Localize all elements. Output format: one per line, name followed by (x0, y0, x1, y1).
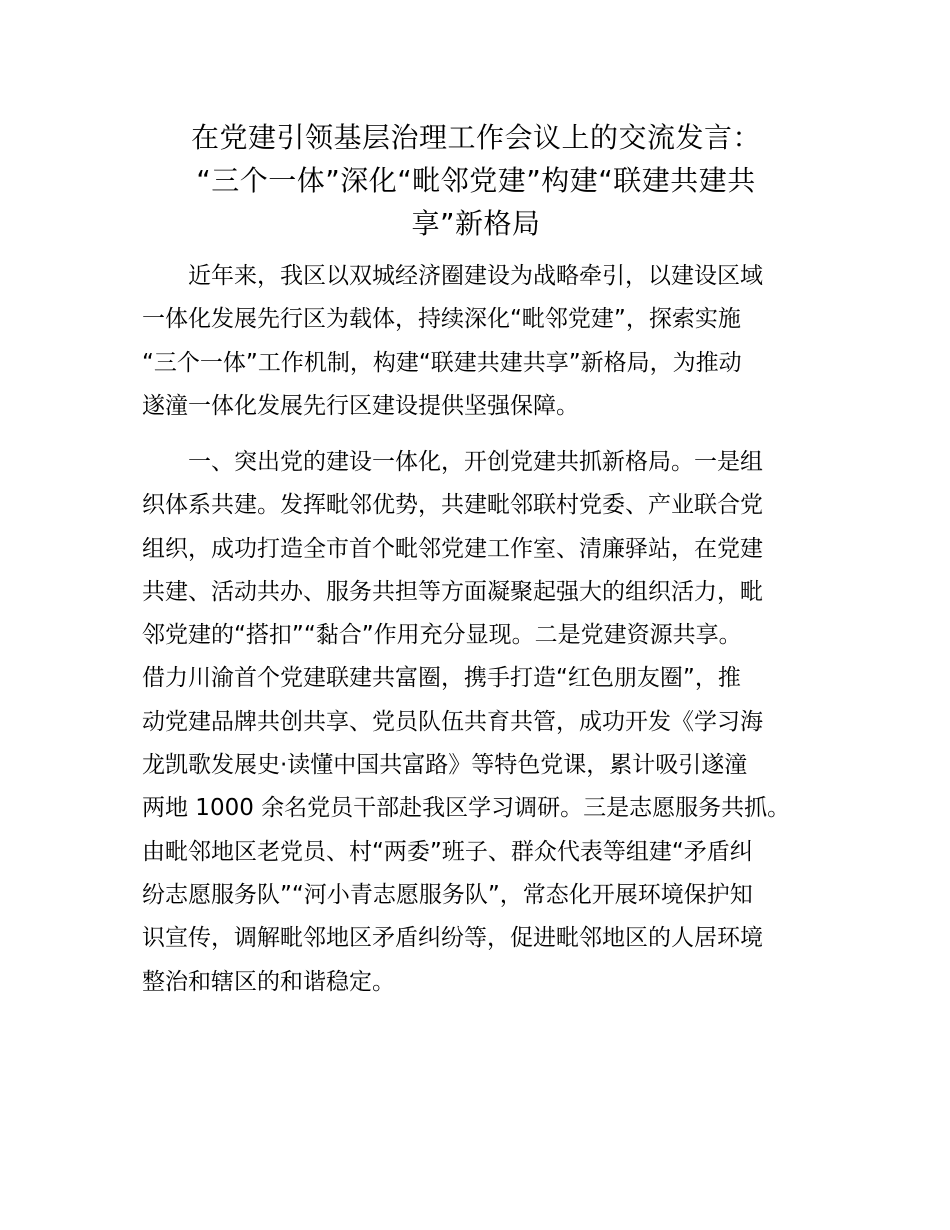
paragraph-line: 近年来，我区以双城经济圈建设为战略牵引，以建设区域 (142, 263, 763, 289)
paragraph-line: 共建、活动共办、服务共担等方面凝聚起强大的组织活力，毗 (142, 578, 763, 605)
paragraph-line: “三个一体”工作机制，构建“联建共建共享”新格局，为推动 (142, 349, 742, 376)
intro-paragraph (142, 255, 826, 428)
paragraph-line: 识宣传，调解毗邻地区矛盾纠纷等，促进毗邻地区的人居环境 (142, 925, 763, 952)
paragraph-line: 龙凯歌发展史·读懂中国共富路》等特色党课，累计吸引遂潼 (142, 752, 748, 779)
title-line: 享”新格局 (411, 207, 541, 240)
document-title (140, 116, 812, 245)
paragraph-line: 组织，成功打造全市首个毗邻党建工作室、清廉驿站，在党建 (142, 535, 763, 562)
paragraph-line: 一体化发展先行区为载体，持续深化“毗邻党建”，探索实施 (142, 306, 741, 333)
paragraph-line: 整治和辖区的和谐稳定。 (142, 968, 395, 995)
title-line: 在党建引领基层治理工作会议上的交流发言： (190, 121, 761, 154)
paragraph-line: 一、突出党的建设一体化，开创党建共抓新格局。一是组 (142, 449, 763, 475)
paragraph-line: 织体系共建。发挥毗邻优势，共建毗邻联村党委、产业联合党 (142, 492, 763, 519)
section-one-paragraph (142, 441, 826, 1004)
paragraph-line: 动党建品牌共创共享、党员队伍共育共管，成功开发《学习海 (142, 708, 763, 735)
paragraph-line: 借力川渝首个党建联建共富圈，携手打造“红色朋友圈”，推 (142, 665, 741, 692)
title-line: “三个一体”深化“毗邻党建”构建“联建共建共 (196, 164, 756, 197)
paragraph-line: 两地 1000 余名党员干部赴我区学习调研。三是志愿服务共抓。 (142, 795, 791, 822)
paragraph-line: 纷志愿服务队”“河小青志愿服务队”，常态化开展环境保护知 (142, 881, 753, 908)
paragraph-line: 邻党建的“搭扣”“黏合”作用充分显现。二是党建资源共享。 (142, 622, 742, 649)
paragraph-line: 由毗邻地区老党员、村“两委”班子、群众代表等组建“矛盾纠 (142, 838, 753, 865)
paragraph-line: 遂潼一体化发展先行区建设提供坚强保障。 (142, 392, 579, 419)
